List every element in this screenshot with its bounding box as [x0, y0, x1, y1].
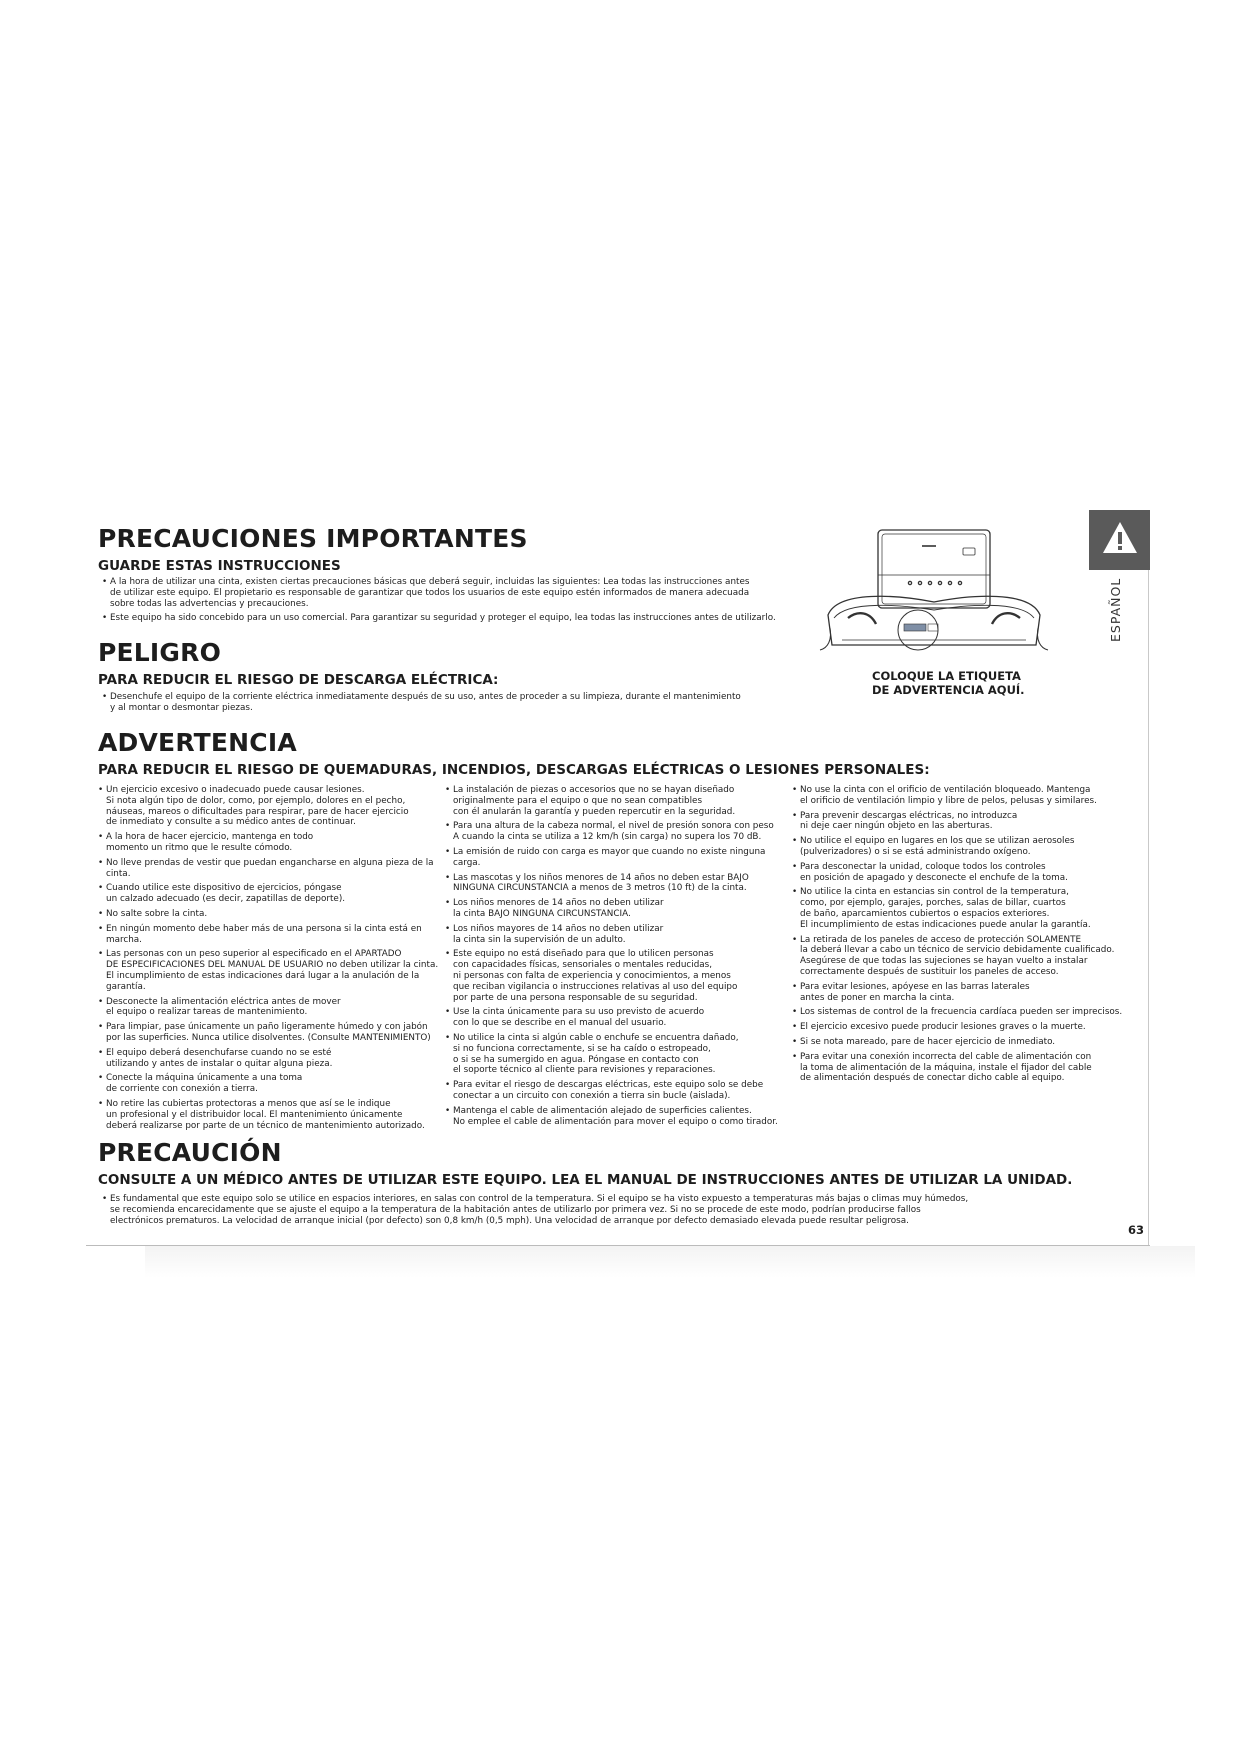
list-item: • No retire las cubiertas protectoras a menos que así se le indique un profesional y el distribuidor local. El mantenimiento únicamente deberá realizarse por parte de un técnico de mantenimiento autorizado.: [98, 1099, 443, 1131]
list-item: • Este equipo no está diseñado para que lo utilicen personas con capacidades físicas, sensoriales o mentales reducidas, ni personas con falta de experiencia y conocimientos, a menos que reciban vigilancia o instrucciones relativas al uso del equipo por parte de una persona responsable de su seguridad.: [445, 949, 790, 1003]
list-item: • Para desconectar la unidad, coloque todos los controles en posición de apagado y desconecte el enchufe de la toma.: [792, 862, 1142, 884]
list-item: • A la hora de utilizar una cinta, existen ciertas precauciones básicas que deberá seguir, incluidas las siguientes: Lea todas las instrucciones antes de utilizar este equipo. El propietario es responsable de garantizar que todos los usuarios de este equipo estén informados de manera adecuada sobre todas las advertencias y precauciones.: [102, 577, 802, 609]
list-item: • Los niños mayores de 14 años no deben utilizar la cinta sin la supervisión de un adulto.: [445, 924, 790, 946]
list-item: • En ningún momento debe haber más de una persona si la cinta está en marcha.: [98, 924, 443, 946]
peligro-subtitle: PARA REDUCIR EL RIESGO DE DESCARGA ELÉCTRICA:: [98, 672, 499, 688]
list-item: • Use la cinta únicamente para su uso previsto de acuerdo con lo que se describe en el manual del usuario.: [445, 1007, 790, 1029]
list-item: • Un ejercicio excesivo o inadecuado puede causar lesiones. Si nota algún tipo de dolor, como, por ejemplo, dolores en el pecho, náuseas, mareos o dificultades para respirar, pare de hacer ejercicio de inmediato y consulte a su médico antes de continuar.: [98, 785, 443, 828]
list-item: • Para limpiar, pase únicamente un paño ligeramente húmedo y con jabón por las superficies. Nunca utilice disolventes. (Consulte MANTENIMIENTO): [98, 1022, 443, 1044]
list-item: • Para prevenir descargas eléctricas, no introduzca ni deje caer ningún objeto en las aberturas.: [792, 811, 1142, 833]
advertencia-col1: [98, 785, 443, 1135]
treadmill-console-illustration: [818, 520, 1050, 670]
page-number: 63: [1128, 1223, 1145, 1237]
list-item: • Mantenga el cable de alimentación alejado de superficies calientes. No emplee el cable de alimentación para mover el equipo o como tirador.: [445, 1106, 790, 1128]
precaucion-subtitle: CONSULTE A UN MÉDICO ANTES DE UTILIZAR ESTE EQUIPO. LEA EL MANUAL DE INSTRUCCIONES ANTES DE UTILIZAR LA UNIDAD.: [98, 1172, 1073, 1188]
warning-triangle-icon: [1101, 520, 1139, 556]
list-item: • La emisión de ruido con carga es mayor que cuando no existe ninguna carga.: [445, 847, 790, 869]
advertencia-col3: [792, 785, 1142, 1088]
list-item: • Los niños menores de 14 años no deben utilizar la cinta BAJO NINGUNA CIRCUNSTANCIA.: [445, 898, 790, 920]
list-item: • Este equipo ha sido concebido para un uso comercial. Para garantizar su seguridad y proteger el equipo, lea todas las instrucciones antes de utilizarlo.: [102, 613, 802, 624]
list-item: • No utilice la cinta en estancias sin control de la temperatura, como, por ejemplo, garajes, porches, salas de billar, cuartos de baño, aparcamientos cubiertos o espacios exteriores. El incumplimiento de estas indicaciones puede anular la garantía.: [792, 887, 1142, 930]
list-item: • Es fundamental que este equipo solo se utilice en espacios interiores, en salas con control de la temperatura. Si el equipo se ha visto expuesto a temperaturas más bajas o climas muy húmedos, se recomienda encarecidamente que se ajuste el equipo a la temperatura de la habitación antes de utilizarlo por primera vez. Si no se procede de este modo, podrían producirse fallos electrónicos prematuros. La velocidad de arranque inicial (por defecto) son 0,8 km/h (0,5 mph). Una velocidad de arranque por defecto demasiado elevada puede resultar peligrosa.: [102, 1194, 1102, 1226]
precauciones-subtitle: GUARDE ESTAS INSTRUCCIONES: [98, 558, 341, 574]
warning-tab: [1089, 510, 1150, 570]
list-item: • El equipo deberá desenchufarse cuando no se esté utilizando y antes de instalar o quitar alguna pieza.: [98, 1048, 443, 1070]
figure-caption: COLOQUE LA ETIQUETA DE ADVERTENCIA AQUÍ.: [872, 669, 1025, 697]
list-item: • Desconecte la alimentación eléctrica antes de mover el equipo o realizar tareas de mantenimiento.: [98, 997, 443, 1019]
bottom-rule: [86, 1245, 1150, 1246]
list-item: • Para una altura de la cabeza normal, el nivel de presión sonora con peso A cuando la cinta se utiliza a 12 km/h (sin carga) no supera los 70 dB.: [445, 821, 790, 843]
list-item: • La instalación de piezas o accesorios que no se hayan diseñado originalmente para el equipo o que no sean compatibles con él anularán la garantía y pueden repercutir en la seguridad.: [445, 785, 790, 817]
precaucion-list: [102, 1194, 1102, 1230]
precaucion-title: PRECAUCIÓN: [98, 1138, 282, 1167]
list-item: • Los sistemas de control de la frecuencia cardíaca pueden ser imprecisos.: [792, 1007, 1142, 1018]
list-item: • Las personas con un peso superior al especificado en el APARTADO DE ESPECIFICACIONES DEL MANUAL DE USUARIO no deben utilizar la cinta. El incumplimiento de estas indicaciones dará lugar a la anulación de la garantía.: [98, 949, 443, 992]
list-item: • No utilice el equipo en lugares en los que se utilizan aerosoles (pulverizadores) o si se está administrando oxígeno.: [792, 836, 1142, 858]
list-item: • Si se nota mareado, pare de hacer ejercicio de inmediato.: [792, 1037, 1142, 1048]
list-item: • Las mascotas y los niños menores de 14 años no deben estar BAJO NINGUNA CIRCUNSTANCIA a menos de 3 metros (10 ft) de la cinta.: [445, 873, 790, 895]
page-edge-divider: [1148, 512, 1149, 1246]
list-item: • No utilice la cinta si algún cable o enchufe se encuentra dañado, si no funciona correctamente, si se ha caído o estropeado, o si se ha sumergido en agua. Póngase en contacto con el soporte técnico al cliente para revisiones y reparaciones.: [445, 1033, 790, 1076]
advertencia-subtitle: PARA REDUCIR EL RIESGO DE QUEMADURAS, INCENDIOS, DESCARGAS ELÉCTRICAS O LESIONES PERSONALES:: [98, 762, 930, 778]
page-shadow: [145, 1246, 1195, 1278]
list-item: • Para evitar el riesgo de descargas eléctricas, este equipo solo se debe conectar a un circuito con conexión a tierra sin bucle (aislada).: [445, 1080, 790, 1102]
list-item: • A la hora de hacer ejercicio, mantenga en todo momento un ritmo que le resulte cómodo.: [98, 832, 443, 854]
list-item: • Desenchufe el equipo de la corriente eléctrica inmediatamente después de su uso, antes de proceder a su limpieza, durante el mantenimiento y al montar o desmontar piezas.: [102, 692, 802, 714]
peligro-title: PELIGRO: [98, 638, 222, 667]
list-item: • No lleve prendas de vestir que puedan engancharse en alguna pieza de la cinta.: [98, 858, 443, 880]
list-item: • El ejercicio excesivo puede producir lesiones graves o la muerte.: [792, 1022, 1142, 1033]
precauciones-title: PRECAUCIONES IMPORTANTES: [98, 524, 528, 553]
advertencia-col2: [445, 785, 790, 1131]
language-label: ESPAÑOL: [1108, 577, 1123, 642]
list-item: • No salte sobre la cinta.: [98, 909, 443, 920]
list-item: • Para evitar una conexión incorrecta del cable de alimentación con la toma de alimentación de la máquina, instale el fijador del cable de alimentación después de conectar dicho cable al equipo.: [792, 1052, 1142, 1084]
precauciones-list: [102, 577, 802, 628]
list-item: • Para evitar lesiones, apóyese en las barras laterales antes de poner en marcha la cinta.: [792, 982, 1142, 1004]
list-item: • Conecte la máquina únicamente a una toma de corriente con conexión a tierra.: [98, 1073, 443, 1095]
advertencia-title: ADVERTENCIA: [98, 728, 297, 757]
list-item: • La retirada de los paneles de acceso de protección SOLAMENTE la deberá llevar a cabo un técnico de servicio debidamente cualificado. Asegúrese de que todas las sujeciones se hayan vuelto a instalar correctamente después de sustituir los paneles de acceso.: [792, 935, 1142, 978]
list-item: • Cuando utilice este dispositivo de ejercicios, póngase un calzado adecuado (es decir, zapatillas de deporte).: [98, 883, 443, 905]
list-item: • No use la cinta con el orificio de ventilación bloqueado. Mantenga el orificio de ventilación limpio y libre de pelos, pelusas y similares.: [792, 785, 1142, 807]
peligro-list: [102, 692, 802, 718]
